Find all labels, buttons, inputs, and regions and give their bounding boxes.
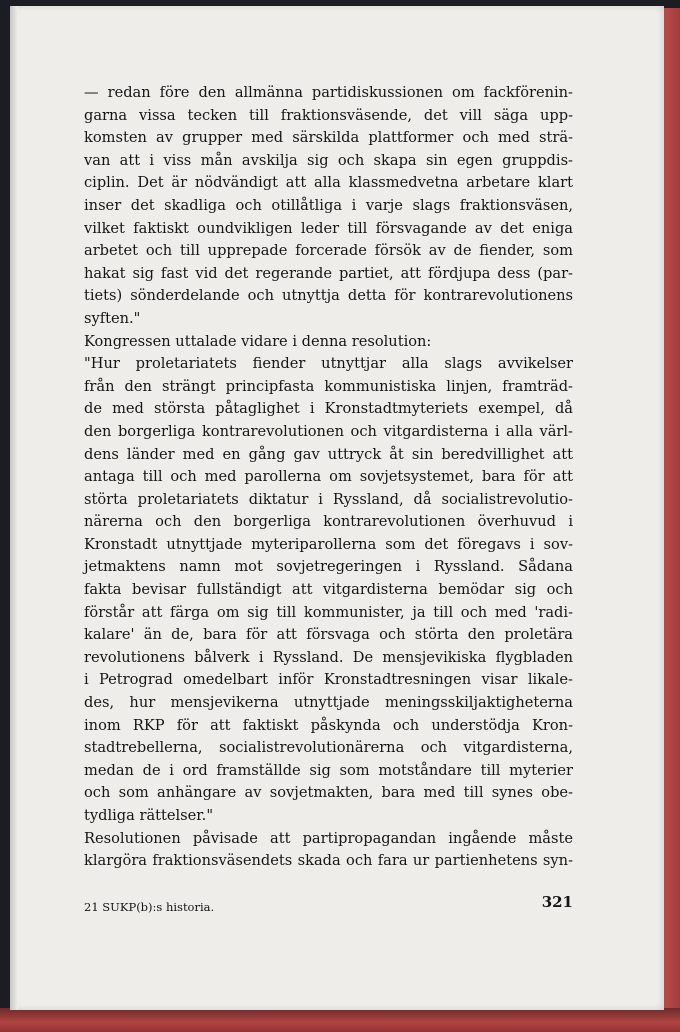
text-line: Kronstadt utnyttjade myteriparollerna som det föregavs i sov- — [84, 535, 573, 553]
page-gutter-shadow — [10, 6, 18, 1010]
text-line: ciplin. Det är nödvändigt att alla klassmedvetna arbetare klart — [84, 174, 573, 192]
printer-signature: 21 SUKP(b):s historia. — [84, 900, 215, 914]
text-line: — redan före den allmänna partidiskussionen om fackförenin- — [84, 84, 573, 101]
body-text — [84, 82, 573, 873]
text-line: den borgerliga kontrarevolutionen och vitgardisterna i alla värl- — [84, 422, 573, 440]
text-line: komsten av grupper med särskilda plattformer och med strä- — [84, 129, 573, 147]
text-line: antaga till och med parollerna om sovjetsystemet, bara för att — [84, 468, 573, 486]
text-line: vilket faktiskt oundvikligen leder till försvagande av det eniga — [84, 219, 573, 237]
text-line: "Hur proletariatets fiender utnyttjar alla slags avvikelser — [84, 355, 573, 373]
text-line: Kongressen uttalade vidare i denna resolution: — [84, 332, 432, 350]
text-line: i Petrograd omedelbart inför Kronstadtresningen visar likale- — [84, 671, 573, 689]
text-line: dens länder med en gång gav uttryck åt sin beredvillighet att — [84, 445, 573, 463]
text-line: kalare' än de, bara för att försvaga och störta den proletära — [84, 626, 573, 644]
text-line: fakta bevisar fullständigt att vitgardisterna bemödar sig och — [84, 581, 573, 599]
text-line: jetmaktens namn mot sovjetregeringen i Ryssland. Sådana — [84, 558, 573, 576]
text-line: hakat sig fast vid det regerande partiet, att fördjupa dess (par- — [84, 264, 573, 282]
book-cover-edge-bottom — [0, 1008, 680, 1032]
text-line: störta proletariatets diktatur i Ryssland, då socialistrevolutio- — [84, 490, 573, 508]
text-line: inom RKP för att faktiskt påskynda och understödja Kron- — [84, 716, 573, 734]
text-line: stadtrebellerna, socialistrevolutionärerna och vitgardisterna, — [84, 739, 573, 757]
page-number: 321 — [541, 893, 573, 911]
text-line: inser det skadliga och otillåtliga i varje slags fraktionsväsen, — [84, 196, 573, 214]
text-line: förstår att färga om sig till kommunister, ja till och med 'radi- — [84, 603, 573, 621]
text-line: tydliga rättelser." — [84, 807, 214, 824]
text-line: och som anhängare av sovjetmakten, bara med till synes obe- — [84, 784, 573, 802]
text-line: des, hur mensjevikerna utnyttjade meningsskiljaktigheterna — [84, 694, 573, 712]
text-line: från den strängt principfasta kommunistiska linjen, framträd- — [84, 377, 573, 395]
page-footer — [84, 893, 573, 917]
text-line: van att i viss mån avskilja sig och skapa sin egen gruppdis- — [84, 151, 573, 169]
text-line: närerna och den borgerliga kontrarevolutionen överhuvud i — [84, 513, 573, 531]
text-line: arbetet och till upprepade forcerade försök av de fiender, som — [84, 242, 573, 260]
text-line: garna vissa tecken till fraktionsväsende, det vill säga upp- — [84, 106, 573, 124]
text-line: syften." — [84, 309, 141, 327]
text-line: klargöra fraktionsväsendets skada och fara ur partienhetens syn- — [84, 852, 573, 870]
text-line: tiets) sönderdelande och utnyttja detta för kontrarevolutionens — [84, 287, 573, 305]
text-line: Resolutionen påvisade att partipropagandan ingående måste — [84, 829, 573, 847]
text-line: revolutionens bålverk i Ryssland. De mensjevikiska flygbladen — [84, 648, 573, 666]
text-line: medan de i ord framställde sig som motståndare till myterier — [84, 761, 573, 779]
text-line: de med största påtaglighet i Kronstadtmyteriets exempel, då — [84, 400, 573, 418]
